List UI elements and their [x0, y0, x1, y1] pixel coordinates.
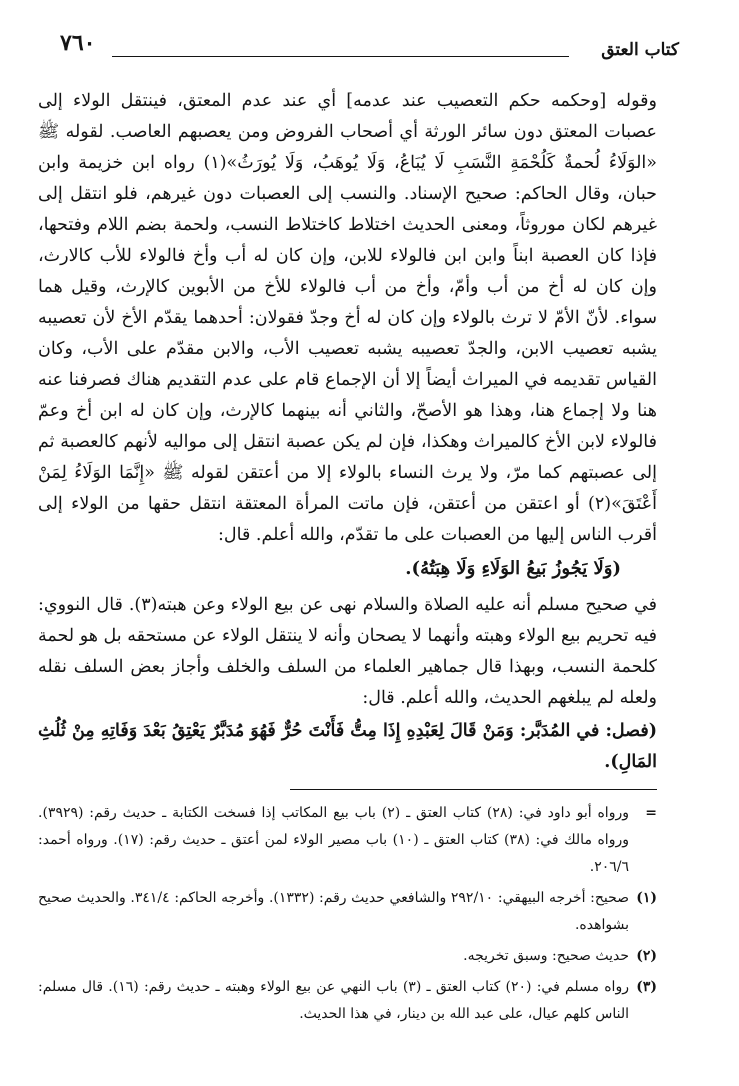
- page-header: [60, 30, 679, 64]
- section-heading-mudabbar: (فصل: في المُدَبَّر: وَمَنْ قَالَ لِعَبْدِهِ إِذَا مِتُّ فَأَنْتَ حُرٌّ فَهُوَ مُدَبَّرٌ يَعْتِقُ بَعْدَ وَفَاتِهِ مِنْ ثُلُثِ المَالِ).: [38, 721, 657, 772]
- footnote-text: صحيح: أخرجه البيهقي: ٢٩٢/١٠ والشافعي حديث رقم: (١٣٣٢). وأخرجه الحاكم: ٣٤١/٤. والحديث صحيح بشواهده.: [38, 890, 630, 933]
- paragraph-sahih-muslim: في صحيح مسلم أنه عليه الصلاة والسلام نهى عن بيع الولاء وعن هبته(٣). قال النووي: فيه تحريم بيع الولاء وهبته وأنهما لا يصحان وأنه لا ينتقل الولاء عن مستحقه بل هو لحمة كلحمة النسب، وبهذا قال جماهير العلماء من السلف والخلف وأجاز بعض السلف نقله ولعله لم يبلغهم الحديث، والله أعلم. قال:: [38, 595, 657, 708]
- footnote-item: [38, 974, 657, 1028]
- footnote-mark: (٢): [636, 948, 657, 964]
- footnote-item: [38, 800, 657, 881]
- footnote-text: رواه مسلم في: (٢٠) كتاب العتق ـ (٣) باب النهي عن بيع الولاء وهبته ـ حديث رقم: (١٦). قال مسلم: الناس كلهم عيال، على عبد الله بن دينار، في هذا الحديث.: [38, 979, 629, 1022]
- book-title: كتاب العتق: [601, 40, 679, 60]
- footnote-item: [38, 943, 657, 970]
- footnote-mark: (٣): [636, 979, 657, 995]
- footnote-separator: [290, 789, 657, 790]
- footnotes: [38, 800, 657, 1032]
- footnote-mark: (١): [636, 890, 657, 906]
- footnote-mark: =: [645, 805, 657, 821]
- paragraph-wala-inheritance: وقوله [وحكمه حكم التعصيب عند عدمه] أي عند عدم المعتق، فينتقل الولاء إلى عصبات المعتق دون سائر الورثة أي أصحاب الفروض ومن يعصبهم العاصب. لقوله ﷺ «الوَلَاءُ لُحمةٌ كَلُحْمَةِ النَّسَبِ لَا يُبَاعُ، وَلَا يُوهَبُ، وَلَا يُورَثُ»(١) رواه ابن خزيمة وابن حبان، وقال الحاكم: صحيح الإسناد. والنسب إلى العصبات دون غيرهم، فلو انتقل إلى غيرهم لكان موروثاً، ومعنى الحديث اختلاط كاختلاط النسب، ولحمة بضم اللام وفتحها، فإذا كان العصبة ابناً وابن ابن فالولاء للابن، وإن كان له أب وأخ فالولاء للأب كالارث، وإن كان له أخ من أب وأمّ، وأخ من أب فالولاء للأخ من الأبوين كالإرث، وقيل هما سواء. لأنّ الأمّ لا ترث بالولاء وإن كان له أخ وجدّ فقولان: أحدهما يقدّم الأخ لأن تعصيبه يشبه تعصيب الابن، والجدّ تعصيبه يشبه تعصيب الأب، والابن مقدّم على الأب، وكان القياس تقديمه في الميراث أيضاً إلا أن الإجماع قام على عدم التقديم هناك فصرفنا عنه هنا ولا إجماع هنا، وهذا هو الأصحّ، والثاني أنه بينهما كالإرث، وإن كان له ابن أخ وعمّ فالولاء لابن الأخ كالميراث وهكذا، فإن لم يكن عصبة انتقل إلى مواليه لأنهم كالعصبة ثم إلى عصبتهم كما مرّ، ولا يرث النساء بالولاء إلا من أعتقن لقوله ﷺ «إِنَّمَا الوَلَاءُ لِمَنْ أَعْتَقَ»(٢) أو اعتقن من أعتقن، فإن ماتت المرأة المعتقة انتقل حقها من الولاء إلى أقرب الناس إليها من العصبات على ما تقدّم، والله أعلم. قال:: [38, 91, 658, 545]
- footnote-text: حديث صحيح: وسبق تخريجه.: [463, 948, 629, 964]
- matn-quote-sale-of-wala: (وَلَا يَجُوزُ بَيعُ الوَلَاءِ وَلَا هِبَتُهُ).: [405, 558, 621, 579]
- page-number: ٧٦٠: [60, 30, 96, 56]
- footnote-item: [38, 885, 657, 939]
- header-rule: [112, 56, 569, 57]
- main-text: [38, 86, 657, 778]
- footnote-text: ورواه أبو داود في: (٢٨) كتاب العتق ـ (٢) باب بيع المكاتب إذا فسخت الكتابة ـ حديث رقم: (٣٩٢٩). ورواه مالك في: (٣٨) كتاب العتق ـ (١٠) باب مصير الولاء لمن أعتق ـ حديث رقم: (١٧). ورواه أحمد: ٢٠٦/٦.: [38, 805, 629, 875]
